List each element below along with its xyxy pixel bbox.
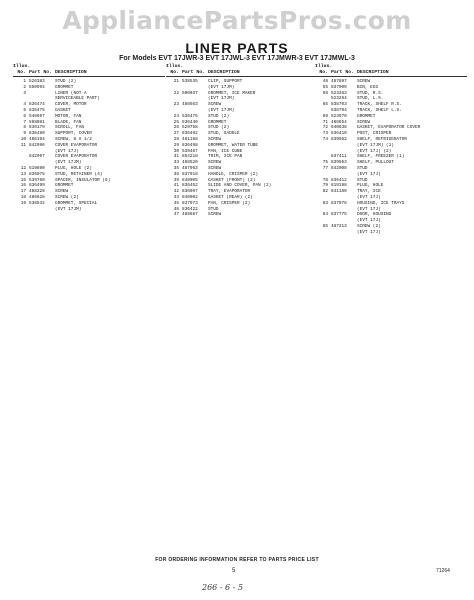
part-number: 836475 bbox=[29, 107, 45, 113]
part-description: (EVT 17J) bbox=[357, 206, 381, 212]
part-description: (EVT 17J) (2) bbox=[357, 148, 392, 154]
part-description: GASKET, EVAPORATOR COVER bbox=[357, 125, 421, 131]
part-description: SHELF, PULLOUT bbox=[357, 160, 394, 166]
part-description: GROMMET bbox=[55, 183, 74, 189]
part-number: 837900 bbox=[331, 84, 347, 90]
part-number: 854218 bbox=[182, 154, 198, 160]
part-description: TRACK, SHELF L.S. bbox=[357, 107, 402, 113]
illus-number: 55 bbox=[322, 84, 328, 90]
part-number: 836474 bbox=[29, 102, 45, 108]
part-description: GASKET bbox=[55, 107, 71, 113]
part-description: TRACK, SHELF R.S. bbox=[357, 102, 402, 108]
part-number: 488520 bbox=[182, 160, 198, 166]
part-description: TRAY, ICE bbox=[357, 189, 381, 195]
illus-number: 83 bbox=[322, 200, 328, 206]
illus-number: 21 bbox=[173, 79, 179, 84]
part-description: DOOR, HOUSING bbox=[357, 212, 392, 218]
part-description: PLUG, HOLE bbox=[357, 183, 384, 189]
watermark: AppliancePartsPros.com bbox=[62, 6, 412, 35]
part-number: 548697 bbox=[29, 113, 45, 119]
part-description: GASKET (FRONT) (2) bbox=[208, 177, 256, 183]
part-number bbox=[29, 207, 55, 213]
part-description: COVER EVAPORATOR bbox=[55, 154, 98, 160]
header-part: Part No. bbox=[29, 69, 53, 75]
part-description: SLIDE AND COVER, PAN (2) bbox=[208, 183, 272, 189]
illus-number: 22 bbox=[173, 90, 179, 96]
part-description: MOTOR, FAN bbox=[55, 113, 82, 119]
header-description: DESCRIPTION bbox=[55, 69, 87, 75]
illus-number: 29 bbox=[173, 142, 179, 148]
document-code: 71264 bbox=[436, 568, 450, 574]
part-number: 836422 bbox=[182, 206, 198, 212]
page-number: 5 bbox=[232, 568, 236, 574]
illus-number: 41 bbox=[173, 183, 179, 189]
part-number: 650994 bbox=[29, 84, 45, 90]
part-description: STUD (2) bbox=[208, 125, 230, 131]
illus-number bbox=[315, 230, 331, 236]
illus-number: 7 bbox=[23, 119, 26, 125]
part-number: 839563 bbox=[331, 160, 347, 166]
page-title: LINER PARTS bbox=[185, 40, 289, 56]
part-description: GROMMET, ICE MAKER bbox=[208, 90, 256, 96]
illus-number: 73 bbox=[322, 131, 328, 137]
parts-column-2 bbox=[166, 64, 318, 218]
part-description: TRIM, ICE PAN bbox=[208, 154, 243, 160]
part-number: 538535 bbox=[182, 79, 198, 84]
part-description: GROMMET, WATER TUBE bbox=[208, 142, 259, 148]
illus-number: 45 bbox=[173, 200, 179, 206]
part-number: 500037 bbox=[182, 90, 198, 96]
header-part: Part No. bbox=[182, 69, 206, 75]
part-description: STUD bbox=[357, 177, 368, 183]
illus-number: 65 bbox=[322, 102, 328, 108]
part-description: SCREW bbox=[357, 79, 371, 84]
illus-number: 85 bbox=[322, 223, 328, 229]
part-number: 836412 bbox=[331, 177, 347, 183]
header-illus: Illus. No. bbox=[13, 64, 31, 75]
column-header bbox=[13, 64, 165, 77]
part-description: SCREW bbox=[208, 165, 222, 171]
part-number: 539467 bbox=[182, 148, 198, 154]
illus-number: 82 bbox=[322, 189, 328, 195]
part-description: COVER, MOTOR bbox=[55, 102, 87, 108]
illus-number: 8 bbox=[23, 125, 26, 131]
illus-number: 39 bbox=[173, 177, 179, 183]
illus-number: 9 bbox=[23, 131, 26, 137]
illus-number: 4 bbox=[23, 102, 26, 108]
illus-number: 17 bbox=[20, 189, 26, 195]
column-header bbox=[315, 64, 467, 77]
part-number: 488687 bbox=[182, 212, 198, 218]
parts-column-1 bbox=[13, 64, 165, 212]
part-number: 840002 bbox=[182, 194, 198, 200]
part-number: 836492 bbox=[182, 131, 198, 137]
illus-number: 25 bbox=[173, 119, 179, 125]
part-description: (EVT 17J) bbox=[357, 194, 381, 200]
illus-number: 47 bbox=[173, 212, 179, 218]
part-number: 568081 bbox=[29, 119, 45, 125]
part-description: PAN, ICE CUBE bbox=[208, 148, 243, 154]
part-description: (EVT 17J) bbox=[357, 218, 381, 224]
part-description: SERVICEABLE PART) bbox=[55, 96, 100, 102]
part-number: 836179 bbox=[29, 125, 45, 131]
part-number: 481168 bbox=[182, 136, 198, 142]
illus-number: 72 bbox=[322, 125, 328, 131]
part-number: 486194 bbox=[29, 136, 45, 142]
part-number: 819198 bbox=[331, 183, 347, 189]
part-number: 841180 bbox=[331, 189, 347, 195]
part-description: GROMMET bbox=[208, 119, 227, 125]
illus-number bbox=[13, 207, 29, 213]
part-number: 836499 bbox=[29, 183, 45, 189]
illus-number: 58 bbox=[322, 90, 328, 96]
illus-number: 2 bbox=[23, 84, 26, 90]
part-number: 536440 bbox=[182, 119, 198, 125]
part-description: SCREW bbox=[55, 189, 69, 195]
part-description: GASKET (REAR) (2) bbox=[208, 194, 253, 200]
illus-number: 78 bbox=[322, 177, 328, 183]
part-description: SCREW bbox=[357, 119, 371, 125]
part-number: 523264 bbox=[331, 96, 347, 102]
illus-number: 75 bbox=[322, 160, 328, 166]
part-description: SHELF, FREEZER (1) bbox=[357, 154, 405, 160]
part-number: 488654 bbox=[331, 119, 347, 125]
part-row bbox=[13, 207, 165, 213]
parts-list-1 bbox=[13, 79, 165, 212]
part-number: 842997 bbox=[29, 154, 45, 160]
illus-number: 5 bbox=[23, 107, 26, 113]
part-number: 836097 bbox=[182, 189, 198, 195]
illus-number: 6 bbox=[23, 113, 26, 119]
illus-number: 12 bbox=[20, 165, 26, 171]
part-description: HOUSING, ICE TRAYS bbox=[357, 200, 405, 206]
part-description: GROMMET bbox=[55, 84, 74, 90]
part-description: TRAY, EVAPORATOR bbox=[208, 189, 251, 195]
part-number: 486628 bbox=[29, 194, 45, 200]
part-description: BIN, EGG bbox=[357, 84, 379, 90]
header-part: Part No. bbox=[331, 69, 355, 75]
part-description: (EVT 17JM) bbox=[208, 96, 235, 102]
illus-number: 43 bbox=[173, 194, 179, 200]
illus-number: 69 bbox=[322, 113, 328, 119]
illus-number: 33 bbox=[173, 160, 179, 166]
part-number: 487213 bbox=[331, 223, 347, 229]
part-description: (EVT 17JM) bbox=[208, 84, 235, 90]
part-number: 837775 bbox=[331, 212, 347, 218]
illus-number: 71 bbox=[322, 119, 328, 125]
illus-number: 30 bbox=[173, 148, 179, 154]
part-description: SCROLL, FAN bbox=[55, 125, 84, 131]
illus-number: 10 bbox=[20, 136, 26, 142]
part-description: GROMMET bbox=[357, 113, 376, 119]
part-number: 487897 bbox=[331, 79, 347, 84]
part-number: 842008 bbox=[331, 165, 347, 171]
part-number: 836452 bbox=[182, 183, 198, 189]
part-description: (EVT 17JM) bbox=[55, 206, 82, 212]
handwritten-note: 266 - 6 - 5 bbox=[202, 583, 244, 592]
part-number: 539760 bbox=[29, 177, 45, 183]
illus-number: 36 bbox=[173, 171, 179, 177]
part-number: 837411 bbox=[331, 154, 347, 160]
part-description: BLADE, FAN bbox=[55, 119, 82, 125]
illus-number: 23 bbox=[173, 102, 179, 108]
illus-number: 84 bbox=[322, 212, 328, 218]
part-description: SUPPORT, COVER bbox=[55, 131, 92, 137]
header-illus: Illus. No. bbox=[166, 64, 184, 75]
illus-number: 35 bbox=[173, 165, 179, 171]
part-number: 536475 bbox=[182, 113, 198, 119]
part-number: 837973 bbox=[182, 200, 198, 206]
part-number: 838703 bbox=[331, 102, 347, 108]
part-number: 523970 bbox=[331, 113, 347, 119]
part-description: (EVT 17JM) bbox=[208, 107, 235, 113]
part-description: COVER EVAPORATOR bbox=[55, 142, 98, 148]
part-number: 836078 bbox=[29, 171, 45, 177]
part-description: STUD, SADDLE bbox=[208, 131, 240, 137]
illus-number: 27 bbox=[173, 131, 179, 137]
part-description: POST, CRISPER bbox=[357, 131, 392, 137]
part-row bbox=[315, 230, 467, 236]
column-header bbox=[166, 64, 318, 77]
part-description: SCREW bbox=[208, 212, 222, 218]
part-description: (EVT 17JM) (1) bbox=[357, 142, 394, 148]
illus-number: 3 bbox=[23, 90, 26, 96]
illus-number: 19 bbox=[20, 200, 26, 206]
part-number: 488228 bbox=[29, 189, 45, 195]
illus-number: 77 bbox=[322, 165, 328, 171]
illus-number: 16 bbox=[20, 183, 26, 189]
illus-number: 48 bbox=[322, 79, 328, 84]
part-number: 840005 bbox=[182, 177, 198, 183]
part-description: SHELF, REFRIGERATOR bbox=[357, 136, 408, 142]
illus-number: 26 bbox=[173, 125, 179, 131]
illus-number: 31 bbox=[173, 154, 179, 160]
illus-number: 18 bbox=[20, 194, 26, 200]
header-description: DESCRIPTION bbox=[357, 69, 389, 75]
part-description: STUD (2) bbox=[208, 113, 230, 119]
part-number: 488563 bbox=[182, 102, 198, 108]
part-number: 529758 bbox=[182, 125, 198, 131]
part-description: SCREW (2) bbox=[357, 223, 381, 229]
part-row bbox=[166, 212, 318, 218]
part-number: 836480 bbox=[29, 131, 45, 137]
illus-number: 46 bbox=[173, 206, 179, 212]
illus-number: 74 bbox=[322, 136, 328, 142]
part-number: 842996 bbox=[29, 142, 45, 148]
part-description: LINER (NOT A bbox=[55, 90, 87, 96]
part-number: 836498 bbox=[182, 142, 198, 148]
part-number: 519890 bbox=[29, 165, 45, 171]
part-number bbox=[331, 230, 357, 236]
part-description: STUD, RETAINER (4) bbox=[55, 171, 103, 177]
page-subtitle: For Models EVT 17JWR-3 EVT 17JWL-3 EVT 17JMWR-3 EVT 17JMWL-3 bbox=[119, 55, 355, 62]
part-description: CLIP, SUPPORT bbox=[208, 79, 243, 84]
header-illus: Illus. No. bbox=[315, 64, 333, 75]
ordering-note: FOR ORDERING INFORMATION REFER TO PARTS PRICE LIST bbox=[155, 557, 319, 563]
part-description: PLUG, HOLE (2) bbox=[55, 165, 92, 171]
header-description: DESCRIPTION bbox=[208, 69, 240, 75]
part-description: SCREW bbox=[208, 160, 222, 166]
part-number: 523263 bbox=[331, 90, 347, 96]
part-number: 526383 bbox=[29, 79, 45, 84]
part-description: GROMMET, SPECIAL bbox=[55, 200, 98, 206]
illus-number: 11 bbox=[20, 142, 26, 148]
part-number: 838704 bbox=[331, 107, 347, 113]
part-number: 837078 bbox=[331, 200, 347, 206]
part-description: (EVT 17J) bbox=[357, 229, 381, 235]
part-number: 840838 bbox=[331, 125, 347, 131]
part-description: STUD (2) bbox=[55, 79, 77, 84]
illus-number: 42 bbox=[173, 189, 179, 195]
parts-list-3 bbox=[315, 79, 467, 236]
illus-number: 28 bbox=[173, 136, 179, 142]
illus-number: 13 bbox=[20, 171, 26, 177]
part-description: STUD bbox=[208, 206, 219, 212]
part-description: STUD, L.S. bbox=[357, 96, 384, 102]
part-description: (EVT 17J) bbox=[357, 171, 381, 177]
part-description: STUD, R.S. bbox=[357, 90, 384, 96]
part-description: (EVT 17J) bbox=[55, 148, 79, 154]
part-description: PAN, CRISPER (2) bbox=[208, 200, 251, 206]
illus-number: 1 bbox=[23, 79, 26, 84]
part-description: (EVT 17JM) bbox=[55, 160, 82, 166]
part-number: 538532 bbox=[29, 200, 45, 206]
part-description: SCREW, 8 X 1/2 bbox=[55, 136, 92, 142]
part-description: HANDLE, CRISPER (2) bbox=[208, 171, 259, 177]
part-description: SCREW bbox=[208, 136, 222, 142]
part-description: STUD bbox=[357, 165, 368, 171]
illus-number: 79 bbox=[322, 183, 328, 189]
part-number: 836410 bbox=[331, 131, 347, 137]
part-number: 487963 bbox=[182, 165, 198, 171]
illus-number: 24 bbox=[173, 113, 179, 119]
part-number: 837918 bbox=[182, 171, 198, 177]
parts-column-3 bbox=[315, 64, 467, 236]
part-number: 839562 bbox=[331, 136, 347, 142]
parts-list-2 bbox=[166, 79, 318, 218]
part-description: SCREW (2) bbox=[55, 194, 79, 200]
illus-number: 15 bbox=[20, 177, 26, 183]
part-description: SPACER, INSULATOR (6) bbox=[55, 177, 111, 183]
part-description: SCREW bbox=[208, 102, 222, 108]
